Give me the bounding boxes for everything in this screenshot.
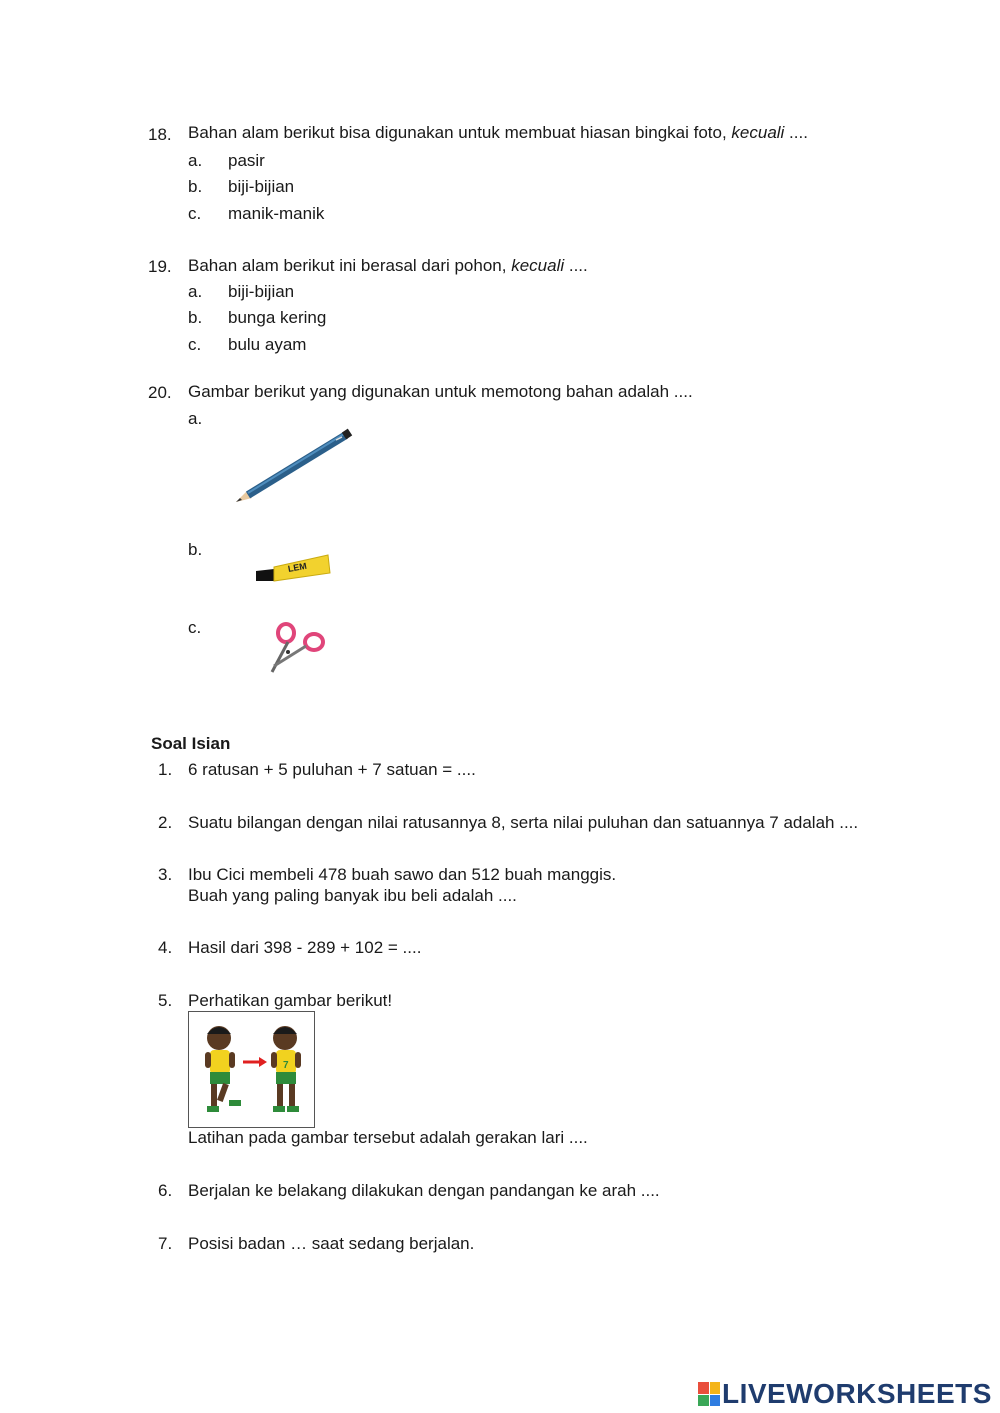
question-number: 19. (148, 257, 172, 276)
item-number: 6. (158, 1181, 173, 1200)
option-letter: c. (188, 335, 202, 354)
scissors-icon (266, 620, 330, 676)
option-text: manik-manik (228, 204, 325, 223)
section-heading: Soal Isian (151, 734, 231, 753)
item-text: Posisi badan … saat sedang berjalan. (188, 1234, 475, 1253)
runner-left (205, 1026, 241, 1112)
logo-text: LIVEWORKSHEETS (722, 1378, 992, 1409)
logo-mark-icon (698, 1382, 720, 1406)
option-letter: c. (188, 204, 202, 223)
item-number: 1. (158, 760, 173, 779)
option-letter: b. (188, 540, 203, 559)
option-text: biji-bijian (228, 177, 295, 196)
option-letter: b. (188, 177, 203, 196)
option-text: bulu ayam (228, 335, 307, 354)
option-letter: a. (188, 409, 203, 428)
item-text-line1: Ibu Cici membeli 478 buah sawo dan 512 buah manggis. (188, 865, 617, 884)
item-text: Suatu bilangan dengan nilai ratusannya 8, serta nilai puluhan dan satuannya 7 adalah .... (188, 813, 859, 832)
item-text: Berjalan ke belakang dilakukan dengan pandangan ke arah .... (188, 1181, 660, 1200)
item-text: Perhatikan gambar berikut! (188, 991, 393, 1010)
item-text: Hasil dari 398 - 289 + 102 = .... (188, 938, 422, 957)
item-number: 4. (158, 938, 173, 957)
question-text: Gambar berikut yang digunakan untuk memotong bahan adalah .... (188, 382, 693, 401)
item-number: 7. (158, 1234, 173, 1253)
option-text: pasir (228, 151, 265, 170)
runner-illustration (189, 1012, 314, 1127)
item-number: 3. (158, 865, 173, 884)
item-number: 5. (158, 991, 173, 1010)
option-letter: b. (188, 308, 203, 327)
glue-tube-icon (254, 551, 332, 585)
running-figure-image (188, 1011, 315, 1128)
item-text: 6 ratusan + 5 puluhan + 7 satuan = .... (188, 760, 476, 779)
option-text: biji-bijian (228, 282, 295, 301)
option-letter: a. (188, 151, 203, 170)
svg-text:7: 7 (283, 1060, 289, 1071)
item-number: 2. (158, 813, 173, 832)
question-text: Bahan alam berikut bisa digunakan untuk membuat hiasan bingkai foto, kecuali .... (188, 123, 808, 142)
option-text: bunga kering (228, 308, 327, 327)
item-followup-text: Latihan pada gambar tersebut adalah gerakan lari .... (188, 1128, 588, 1147)
pencil-icon (232, 428, 356, 506)
question-text: Bahan alam berikut ini berasal dari pohon, kecuali .... (188, 256, 588, 275)
liveworksheets-logo (698, 1378, 992, 1410)
runner-right (271, 1026, 301, 1112)
item-text-line2: Buah yang paling banyak ibu beli adalah .... (188, 886, 517, 905)
question-number: 18. (148, 125, 172, 144)
option-letter: a. (188, 282, 203, 301)
question-number: 20. (148, 383, 172, 402)
glue-label: LEM (287, 560, 308, 574)
option-letter: c. (188, 618, 202, 637)
